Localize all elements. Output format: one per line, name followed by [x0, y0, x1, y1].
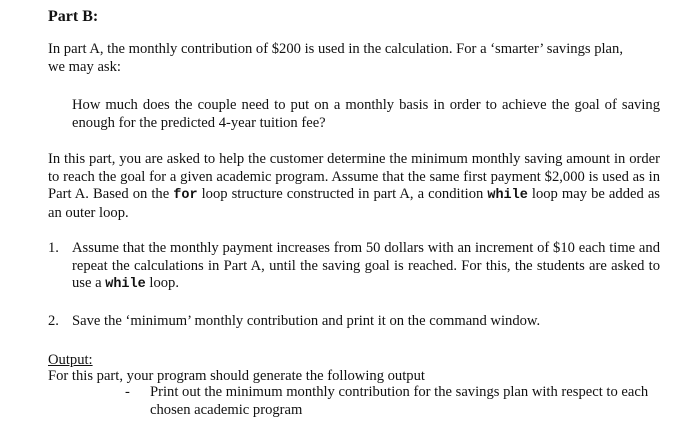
list-item-text — [72, 240, 660, 294]
list-number: 2. — [48, 313, 59, 329]
intro-paragraph: In part A, the monthly contribution of $200 is used in the calculation. For a ‘smarter’ savings plan, we may ask: — [48, 41, 623, 75]
output-description: For this part, your program should generate the following output — [48, 368, 425, 384]
task-text-3: loop may be added as an outer loop. — [48, 186, 660, 221]
list-item — [48, 313, 660, 331]
list-item — [48, 240, 660, 294]
list-item-text-1: Assume that the monthly payment increases from 50 dollars with an increment of $10 each time and repeat the calculations in Part A, until the saving goal is reached. For this, the students are asked to use a — [72, 240, 660, 291]
bullet-marker: - — [125, 384, 130, 400]
bullet-text: Print out the minimum monthly contribution for the savings plan with respect to each chosen academic program — [150, 384, 649, 418]
task-text-2: loop structure constructed in part A, a condition — [197, 186, 488, 202]
task-paragraph — [48, 151, 660, 222]
list-item-text-2: loop. — [145, 275, 179, 291]
section-title: Part B: — [48, 8, 99, 25]
output-bullet — [125, 384, 665, 419]
question-paragraph: How much does the couple need to put on a monthly basis in order to achieve the goal of saving enough for the predicted 4-year tuition fee? — [72, 97, 660, 131]
code-for-keyword: for — [173, 188, 198, 203]
list-item-text: Save the ‘minimum’ monthly contribution and print it on the command window. — [72, 313, 541, 329]
list-number: 1. — [48, 240, 59, 256]
task-text-1: In this part, you are asked to help the customer determine the minimum monthly saving amount in order to reach the goal for a given academic program. Assume that the same first payment $2,000 is used as in Part A. Based on the — [48, 151, 660, 202]
code-while-keyword: while — [105, 277, 146, 292]
output-heading: Output: — [48, 352, 93, 368]
code-while-keyword: while — [487, 188, 528, 203]
